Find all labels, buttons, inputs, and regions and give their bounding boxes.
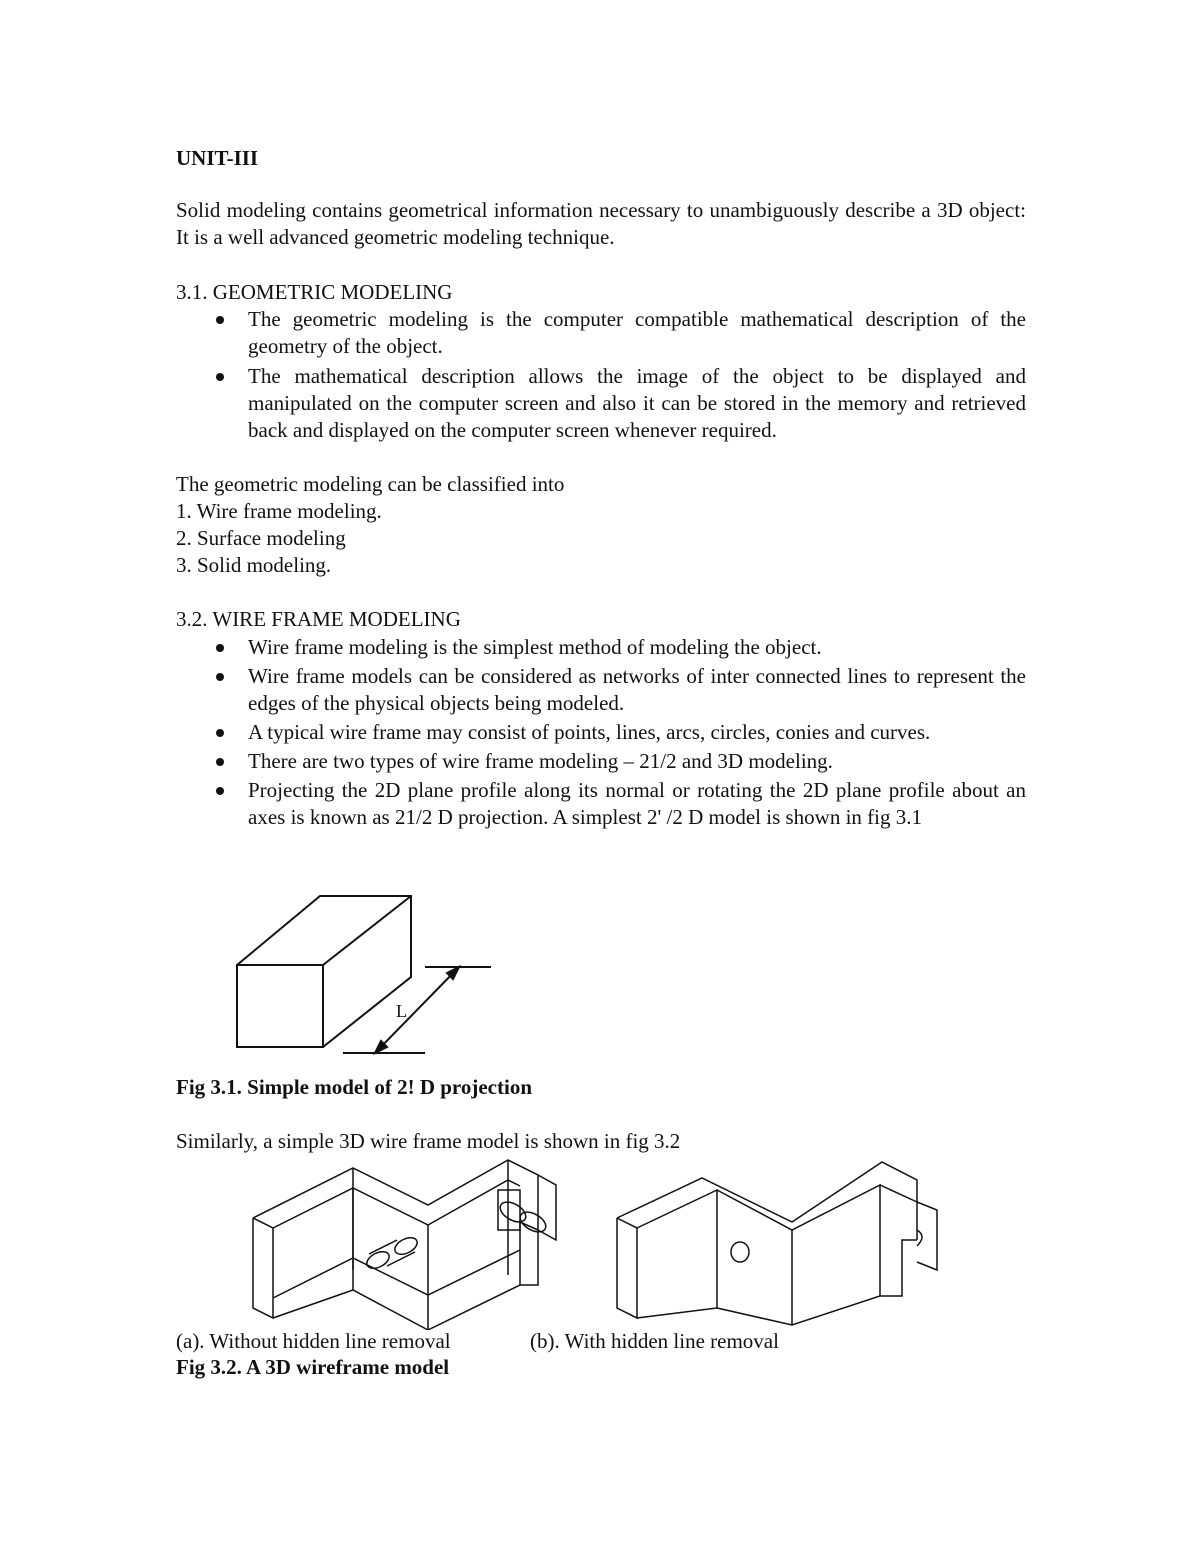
bullet-item xyxy=(176,663,1026,717)
bullet-item xyxy=(176,363,1026,444)
bullet-text: Wire frame modeling is the simplest method of modeling the object. xyxy=(248,635,822,659)
classification-item: 2. Surface modeling xyxy=(176,526,346,550)
classification-item: 1. Wire frame modeling. xyxy=(176,499,382,523)
bullet-icon xyxy=(216,673,224,681)
bullet-item xyxy=(176,719,1026,746)
wire-slot xyxy=(880,1240,917,1296)
hole-circle xyxy=(731,1242,749,1262)
section-heading-wire-frame-modeling: 3.2. WIRE FRAME MODELING xyxy=(176,607,461,631)
bullet-item xyxy=(176,748,1026,775)
wire-frame-bullets xyxy=(176,634,1026,831)
fig-3-1-caption: Fig 3.1. Simple model of 2! D projection xyxy=(176,1075,532,1099)
fig-3-2b-drawing xyxy=(612,1150,957,1330)
bullet-icon xyxy=(216,758,224,766)
wire-front-face xyxy=(637,1190,717,1318)
bullet-text: Projecting the 2D plane profile along its normal or rotating the 2D plane profile about an axes is known as 21/2 D projection. A simplest 2' /2 D model is shown in fig 3.1 xyxy=(248,778,1026,829)
wire-left-end xyxy=(253,1218,273,1318)
fig-3-2a-drawing xyxy=(248,1150,568,1330)
slot-ellipse xyxy=(517,1208,549,1236)
block-edge xyxy=(323,896,411,965)
bullet-icon xyxy=(216,787,224,795)
wire-front-outline xyxy=(253,1160,538,1330)
bullet-icon xyxy=(216,316,224,324)
fig-3-2b-subcaption: (b). With hidden line removal xyxy=(530,1329,779,1353)
bullet-text: Wire frame models can be considered as networks of inter connected lines to represent the edges of the physical objects being modeled. xyxy=(248,664,1026,715)
fig-3-2a-subcaption: (a). Without hidden line removal xyxy=(176,1329,451,1353)
bullet-item xyxy=(176,777,1026,831)
fig-3-2-caption: Fig 3.2. A 3D wireframe model xyxy=(176,1355,450,1379)
wire-edge xyxy=(880,1185,917,1202)
classification-item: 3. Solid modeling. xyxy=(176,553,332,577)
bullet-text: The geometric modeling is the computer compatible mathematical description of the geometry of the object. xyxy=(248,307,1026,358)
bullet-text: There are two types of wire frame modeling – 21/2 and 3D modeling. xyxy=(248,749,833,773)
bullet-icon xyxy=(216,373,224,381)
unit-title: UNIT-III xyxy=(176,146,259,170)
wire-left-end xyxy=(617,1218,637,1318)
wire-hidden-bottom xyxy=(273,1250,520,1298)
geometric-modeling-bullets xyxy=(176,306,1026,444)
block-front-face xyxy=(237,965,323,1047)
bullet-text: A typical wire frame may consist of points, lines, arcs, circles, conies and curves. xyxy=(248,720,931,744)
wire-top-outline xyxy=(617,1162,917,1240)
wire-right-end xyxy=(538,1175,556,1240)
hole-ellipse xyxy=(364,1248,392,1271)
dimension-label: L xyxy=(396,1001,407,1021)
dimension-line xyxy=(375,967,459,1053)
fig-3-2-lead: Similarly, a simple 3D wire frame model is shown in fig 3.2 xyxy=(176,1129,681,1153)
fig-3-1-drawing xyxy=(225,890,525,1065)
intro-paragraph: Solid modeling contains geometrical information necessary to unambiguously describe a 3D object: It is a well advanced geometric modeling technique. xyxy=(176,198,1026,249)
wire-right-end xyxy=(917,1202,937,1270)
bullet-icon xyxy=(216,644,224,652)
bullet-text: The mathematical description allows the image of the object to be displayed and manipulated on the computer screen and also it can be stored in the memory and retrieved back and displayed on the computer screen whenever required. xyxy=(248,364,1026,442)
section-heading-geometric-modeling: 3.1. GEOMETRIC MODELING xyxy=(176,280,453,304)
bullet-item xyxy=(176,634,1026,661)
hole-ellipse xyxy=(392,1234,420,1257)
classification-lead: The geometric modeling can be classified into xyxy=(176,472,565,496)
bullet-icon xyxy=(216,729,224,737)
bullet-item xyxy=(176,306,1026,360)
wire-mid-face xyxy=(717,1185,880,1325)
